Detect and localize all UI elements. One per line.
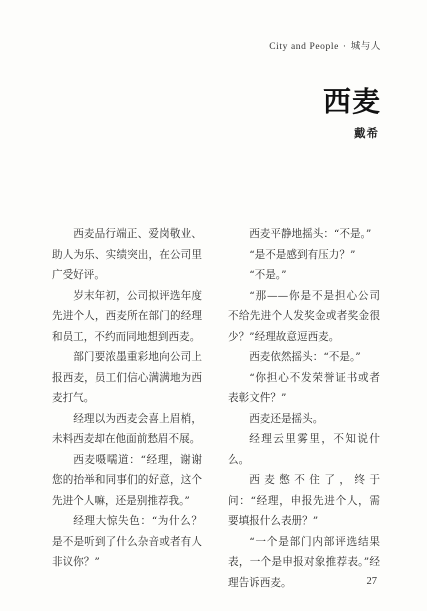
paragraph: “一个是部门内部评选结果表，一个是申报对象推荐表。”经理告诉西麦。: [228, 535, 380, 589]
paragraph: 西麦依然摇头：“不是。”: [249, 351, 361, 363]
left-column: [52, 224, 202, 573]
paragraph: 经理云里雾里，不知说什么。: [228, 433, 380, 466]
page-number: 27: [366, 576, 377, 587]
running-header: [269, 38, 381, 52]
paragraph: 经理以为西麦会喜上眉梢，未料西麦却在他面前愁眉不展。: [52, 412, 202, 445]
paragraph: 岁末年初，公司拟评选年度先进个人，西麦所在部门的经理和员工，不约而同地想到西麦。: [52, 289, 202, 343]
section-name-en: City and People: [269, 42, 339, 52]
header-separator: ·: [342, 42, 347, 52]
paragraph: 西麦品行端正、爱岗敬业、助人为乐、实绩突出，在公司里广受好评。: [52, 228, 202, 281]
paragraph: “你担心不发荣誉证书或者表彰文件？”: [228, 371, 380, 404]
paragraph: “那——你是不是担心公司不给先进个人发奖金或者奖金很少？”经理故意逗西麦。: [228, 289, 380, 343]
article-title: 西麦: [322, 85, 381, 118]
right-column: [228, 224, 380, 593]
paragraph: “是不是感到有压力？”: [249, 248, 356, 261]
paragraph: 经理大惊失色：“为什么？是不是听到了什么杂音或者有人非议你？”: [52, 515, 202, 568]
paragraph: 西麦平静地摇头：“不是。”: [249, 228, 372, 240]
article-author: 戴希: [354, 126, 379, 140]
paragraph: 部门要浓墨重彩地向公司上报西麦，员工们信心满满地为西麦打气。: [52, 351, 202, 404]
paragraph: 西麦嗫嚅道：“经理，谢谢您的抬举和同事们的好意，这个先进个人嘛，还是别推荐我。”: [52, 453, 202, 507]
paragraph: “不是。”: [249, 269, 287, 281]
section-name-cn: 城与人: [350, 42, 381, 52]
paragraph: 西麦还是摇头。: [249, 412, 324, 425]
paragraph: 西麦憋不住了，终于问：“经理，申报先进个人，需要填报什么表册？”: [228, 474, 380, 527]
